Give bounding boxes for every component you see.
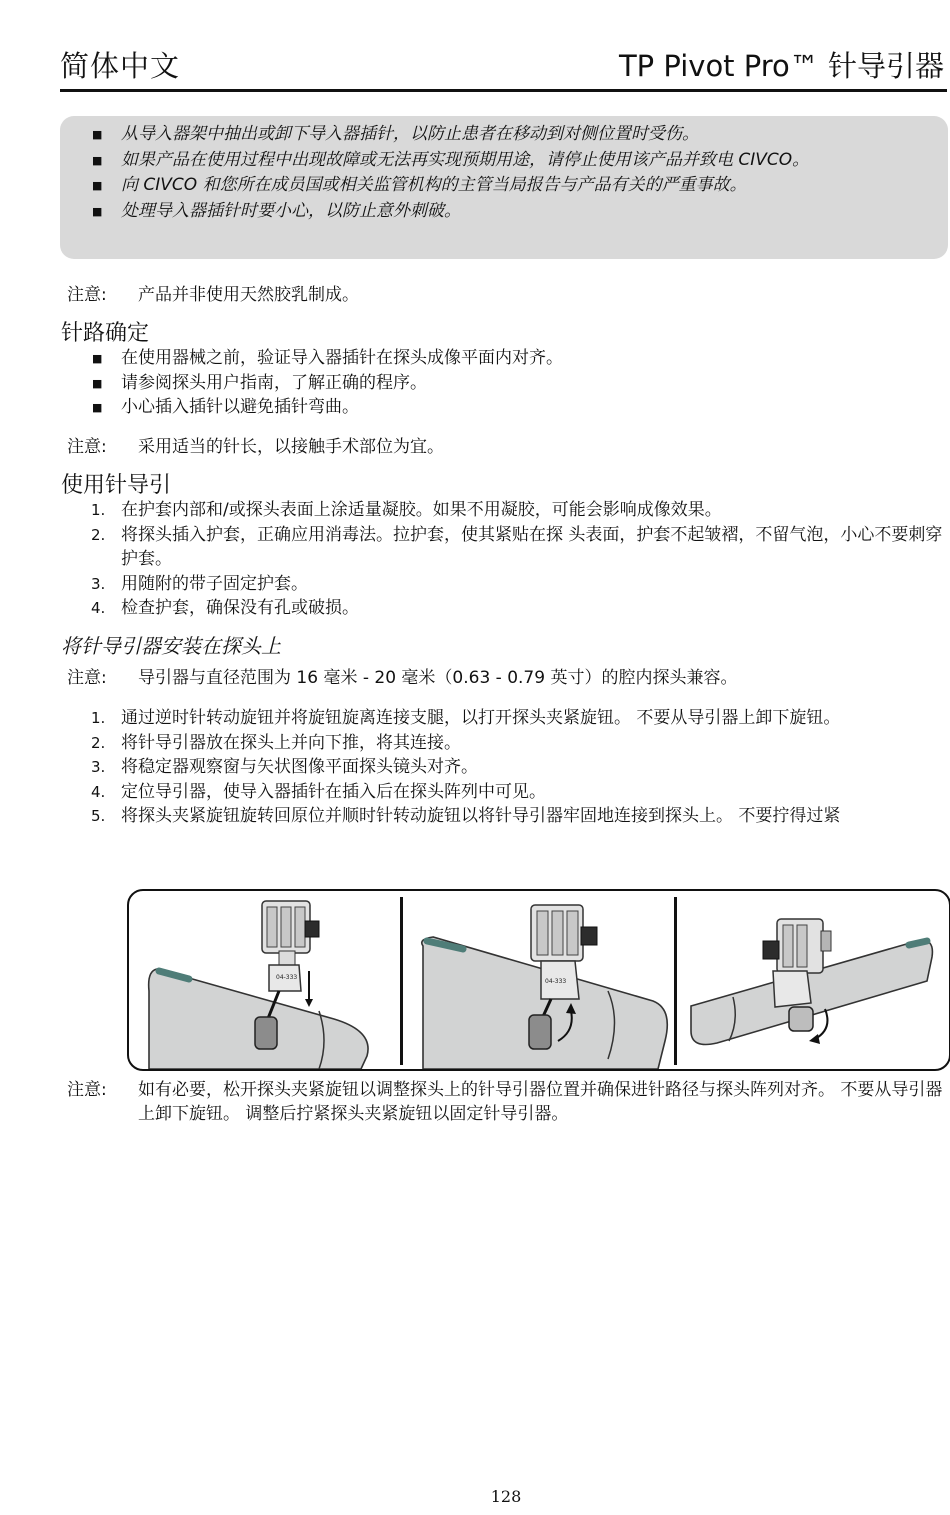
step-item: 1. 在护套内部和/或探头表面上涂适量凝胶。如果不用凝胶，可能会影响成像效果。 [0,498,948,523]
square-bullet-icon: ■ [92,401,103,414]
square-bullet-icon: ■ [92,128,103,141]
note-label: 注意: [67,1080,107,1100]
page-number: 128 [490,1487,522,1506]
note-label: 注意: [67,285,107,305]
step-item: 3. 用随附的带子固定护套。 [0,572,948,597]
square-bullet-icon: ■ [92,376,103,390]
step-number: 4. [91,782,106,801]
figure-panel-attach [129,891,400,1069]
section-title-use-guide: 使用针导引 [61,473,172,498]
note-compatibility [67,666,947,690]
step-item: 1. 通过逆时针转动旋钮并将旋钮旋离连接支腿，以打开探头夹紧旋钮。 不要从导引器上卸下旋钮。 [0,706,948,731]
section-title-needle-path: 针路确定 [61,321,150,346]
square-bullet-icon: ■ [92,179,103,192]
figure-panel-rotate [403,891,674,1069]
step-number: 1. [91,709,106,727]
guide-model-label: 04-333 [545,978,567,985]
install-steps [0,706,948,829]
step-item: 3. 将稳定器观察窗与矢状图像平面探头镜头对齐。 [0,755,948,780]
header-product-title: TP Pivot Pro™ 针导引器 [618,49,944,83]
step-number: 2. [91,733,106,752]
step-item: 4. 定位导引器，使导入器插针在插入后在探头阵列中可见。 [0,780,948,805]
warning-item: ■ 向 CIVCO 和您所在成员国或相关监管机构的主管当局报告与产品有关的严重事故。 [60,173,948,199]
square-bullet-icon: ■ [92,204,103,218]
warning-item: ■ 处理导入器插针时要小心，以防止意外刺破。 [60,199,948,225]
list-item: ■ 在使用器械之前，验证导入器插针在探头成像平面内对齐。 [0,346,950,371]
note-text: 产品并非使用天然胶乳制成。 [138,285,359,305]
installation-figure [127,889,950,1071]
square-bullet-icon: ■ [92,352,103,365]
step-item: 2. 将针导引器放在探头上并向下推，将其连接。 [0,731,948,756]
step-number: 3. [91,574,106,593]
step-number: 3. [91,758,106,776]
use-guide-steps [0,498,948,621]
figure-panel-tighten [677,891,949,1069]
needle-path-list [0,346,950,420]
note-adjust [67,1078,947,1126]
note-text: 采用适当的针长，以接触手术部位为宜。 [138,437,444,457]
list-item: ■ 小心插入插针以避免插针弯曲。 [0,395,950,420]
guide-model-label: 04-333 [276,974,298,981]
step-number: 4. [91,599,106,617]
step-item: 2. 将探头插入护套，正确应用消毒法。拉护套，使其紧贴在探 头表面，护套不起皱褶，不留气泡，小心不要刺穿护套。 [91,524,943,569]
note-needle-length [67,435,947,459]
section-title-install-guide: 将针导引器安装在探头上 [61,634,281,658]
step-item: 5. 将探头夹紧旋钮旋转回原位并顺时针转动旋钮以将针导引器牢固地连接到探头上。 不要拧得过紧 [0,804,948,829]
note-latex [67,283,947,307]
step-number: 5. [91,807,106,825]
note-text: 如有必要，松开探头夹紧旋钮以调整探头上的针导引器位置并确保进针路径与探头阵列对齐。 不要从导引器上卸下旋钮。 调整后拧紧探头夹紧旋钮以固定针导引器。 [138,1080,943,1124]
warning-list [60,122,948,224]
step-item: 4. 检查护套，确保没有孔或破损。 [0,596,948,621]
note-label: 注意: [67,668,107,688]
step-number: 2. [91,525,106,544]
warning-item: ■ 从导入器架中抽出或卸下导入器插针，以防止患者在移动到对侧位置时受伤。 [60,122,948,148]
warning-item: ■ 如果产品在使用过程中出现故障或无法再实现预期用途，请停止使用该产品并致电 CIVCO。 [60,148,948,174]
header-rule [60,89,947,92]
square-bullet-icon: ■ [92,153,103,167]
step-number: 1. [91,501,106,519]
list-item: ■ 请参阅探头用户指南，了解正确的程序。 [0,371,950,396]
note-text: 导引器与直径范围为 16 毫米 - 20 毫米（0.63 - 0.79 英寸）的腔内探头兼容。 [138,668,738,688]
header-language: 简体中文 [60,49,181,83]
note-label: 注意: [67,437,107,457]
